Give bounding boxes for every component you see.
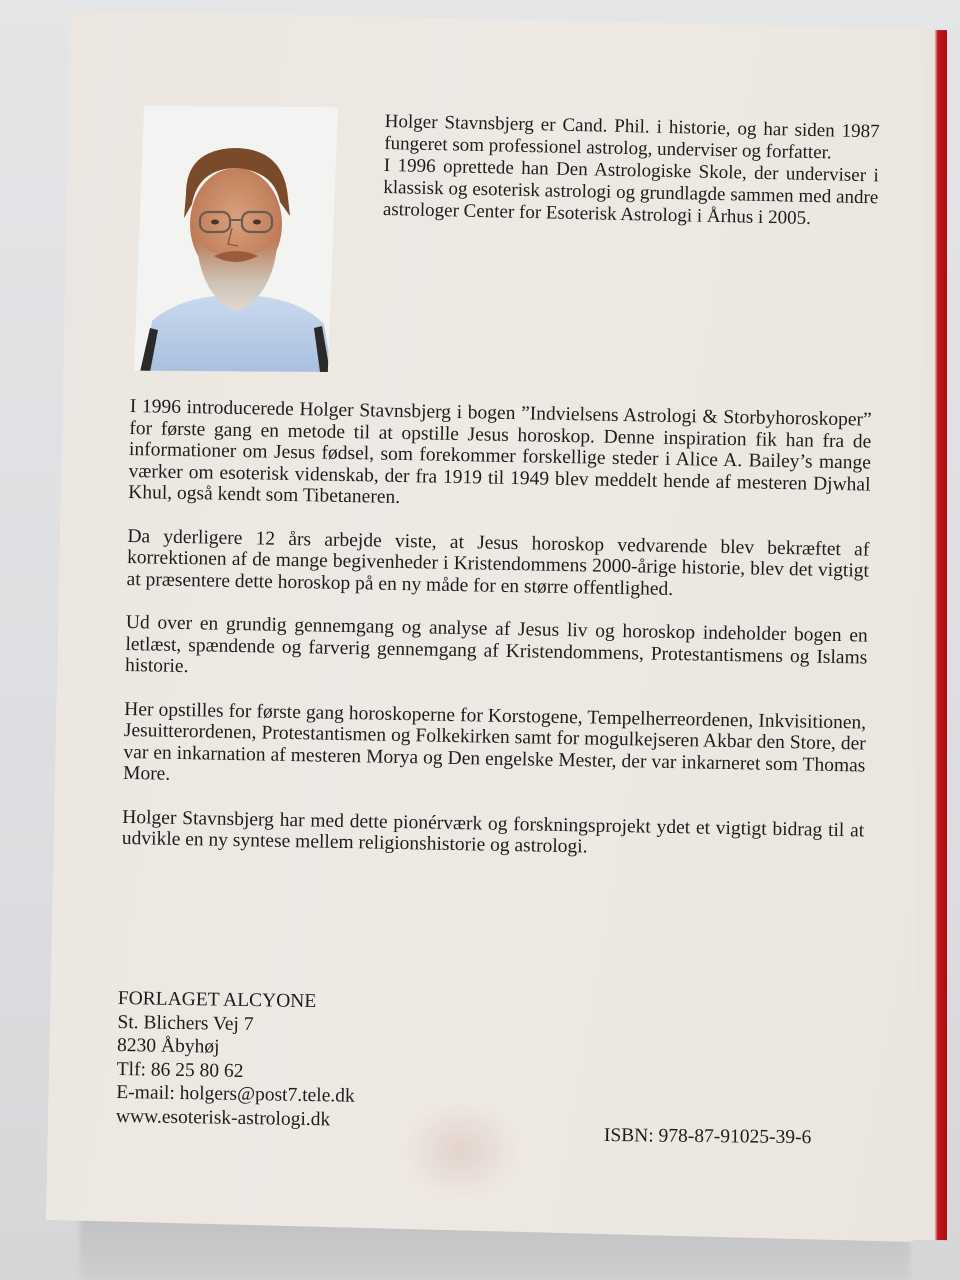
publisher-phone: Tlf: 86 25 80 62	[116, 1058, 244, 1082]
author-bio	[383, 111, 880, 231]
book-description	[121, 396, 872, 885]
bio-paragraph: I 1996 oprettede han Den Astrologiske Skole, der underviser i klassisk og esoterisk astrologi og grundlagde sammen med andre astrologer Center for Esoterisk Astrologi i Århus i 2005.	[382, 154, 879, 229]
isbn-number: ISBN: 978-87-91025-39-6	[603, 1125, 812, 1149]
description-paragraph: I 1996 introducerede Holger Stavnsbjerg i bogen ”Indvielsens Astrologi & Storbyhoroskoper” for første gang en metode til at opstille Jesus horoskop. Denne inspiration fik han fra de informationer om Jesus fødsel, som forekommer forskellige steder i Alice A. Bailey’s mange værker om esoterisk videnskab, der fra 1919 til 1949 blev meddelt hende af mesteren Djwhal Khul, også kendt som Tibetaneren.	[128, 396, 872, 508]
publisher-website: www.esoterisk-astrologi.dk	[115, 1105, 331, 1130]
publisher-name: FORLAGET ALCYONE	[117, 987, 317, 1013]
description-paragraph: Ud over en grundig gennemgang og analyse af Jesus liv og horoskop indeholder bogen en letlæst, spændende og farverig gennemgang af Kristendommens, Protestantismens og Islams historie.	[124, 611, 868, 678]
publisher-city: 8230 Åbyhøj	[116, 1034, 220, 1058]
description-paragraph: Her opstilles for første gang horoskoperne for Korstogene, Tempelherreordenen, Inkvisitionen, Jesuitterordenen, Protestantismen og Folkekirken samt for mogulkejseren Akbar den Store, der var en inkarnation af mesteren Morya og Den engelske Mester, der var inkarneret som Thomas More.	[122, 698, 867, 785]
publisher-street: St. Blichers Vej 7	[117, 1011, 254, 1035]
bio-paragraph: Holger Stavnsbjerg er Cand. Phil. i historie, og har siden 1987 fungeret som professionel astrolog, underviser og forfatter.	[384, 111, 880, 164]
author-photo	[134, 106, 338, 372]
description-paragraph: Da yderligere 12 års arbejde viste, at Jesus horoskop vedvarende blev bekræftet af korrektionen af de mange begivenheder i Kristendommens 2000-årige historie, blev det vigtigt at præsentere dette horoskop på en ny måde for en større offentlighed.	[126, 525, 870, 600]
cover-stain	[400, 1100, 520, 1200]
description-paragraph: Holger Stavnsbjerg har med dette pionérværk og forskningsprojekt ydet et vigtigt bidrag til at udvikle en ny syntese mellem religionshistorie og astrologi.	[121, 806, 865, 858]
publisher-email: E-mail: holgers@post7.tele.dk	[116, 1081, 355, 1107]
